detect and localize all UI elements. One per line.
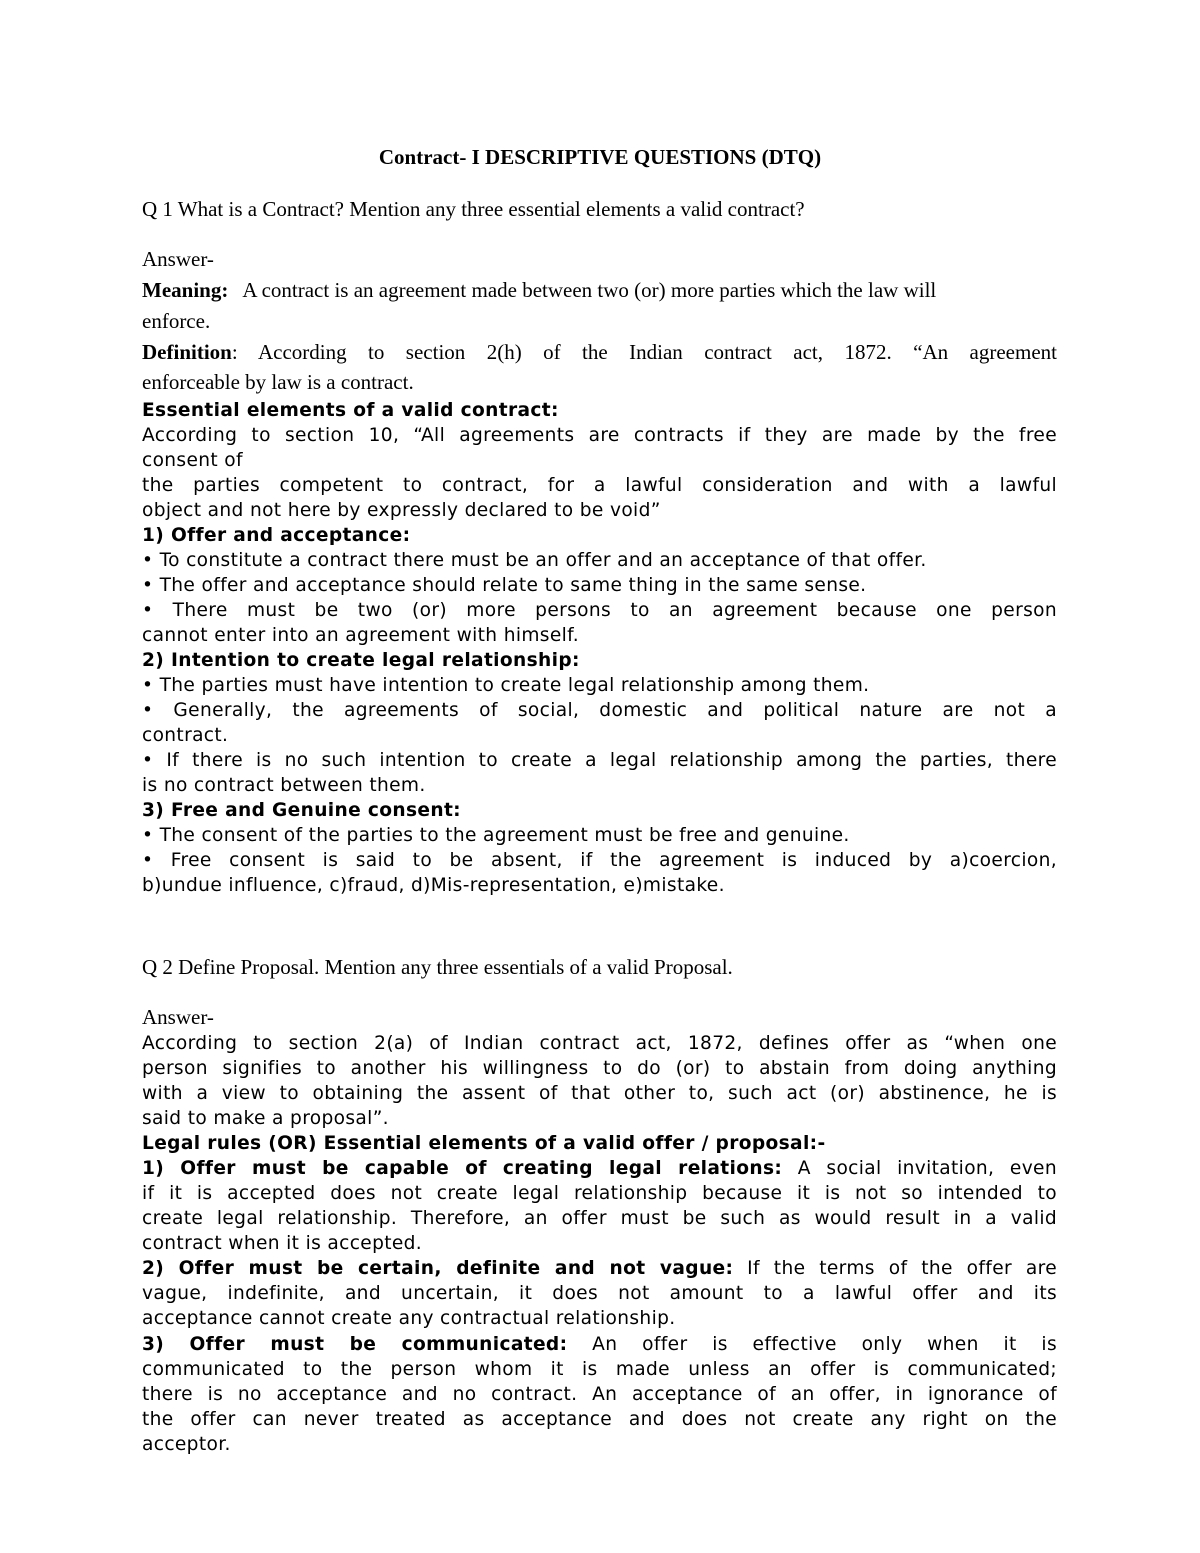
bullet-item: • The consent of the parties to the agreement must be free and genuine. [142,825,850,846]
bullet-item-cont: cannot enter into an agreement with himself. [142,625,579,646]
rule-1-text: A social invitation, even [782,1158,1057,1179]
section10-line-3: the parties competent to contract, for a lawful consideration and with a lawful [142,475,1057,496]
heading-free-consent: 3) Free and Genuine consent: [142,800,461,821]
meaning-text: A contract is an agreement made between two (or) more parties which the law will [242,278,937,302]
bullet-item: • There must be two (or) more persons to an agreement because one person [142,600,1057,621]
bullet-item: • Free consent is said to be absent, if the agreement is induced by a)coercion, [142,850,1057,871]
q1-answer-label: Answer- [142,247,214,271]
rule-2-text: If the terms of the offer are [733,1258,1057,1279]
bullet-item-cont: contract. [142,725,229,746]
q2-answer-label: Answer- [142,1005,214,1029]
rule-1-label: 1) Offer must be capable of creating legal relations: [142,1158,783,1179]
q1-definition-line-1 [142,342,1057,363]
q2-question: Q 2 Define Proposal. Mention any three essentials of a valid Proposal. [142,955,733,979]
bullet-item: • If there is no such intention to create a legal relationship among the parties, there [142,750,1057,771]
q2-definition-line-4: said to make a proposal”. [142,1108,389,1129]
rule-1-line-4: contract when it is accepted. [142,1233,423,1254]
heading-intention: 2) Intention to create legal relationship: [142,650,580,671]
q2-definition-line-2: person signifies to another his willingness to do (or) to abstain from doing anything [142,1058,1057,1079]
rule-3-line-5: acceptor. [142,1434,231,1455]
definition-label: Definition [142,340,232,364]
bullet-item: • To constitute a contract there must be an offer and an acceptance of that offer. [142,550,927,571]
rule-3-line-2: communicated to the person whom it is made unless an offer is communicated; [142,1359,1057,1380]
legal-rules-heading: Legal rules (OR) Essential elements of a valid offer / proposal:- [142,1133,826,1154]
heading-offer-acceptance: 1) Offer and acceptance: [142,525,411,546]
section10-line-2: consent of [142,450,243,471]
q2-definition-line-3: with a view to obtaining the assent of that other to, such act (or) abstinence, he is [142,1083,1057,1104]
essentials-heading: Essential elements of a valid contract: [142,400,559,421]
rule-2-line-1 [142,1260,1057,1279]
q1-definition-line-2: enforceable by law is a contract. [142,370,414,394]
rule-1-line-1 [142,1160,1057,1179]
rule-2-line-2: vague, indefinite, and uncertain, it does not amount to a lawful offer and its [142,1283,1057,1304]
bullet-item-cont: b)undue influence, c)fraud, d)Mis-representation, e)mistake. [142,875,725,896]
bullet-item: • The parties must have intention to create legal relationship among them. [142,675,870,696]
rule-3-line-3: there is no acceptance and no contract. An acceptance of an offer, in ignorance of [142,1384,1057,1405]
meaning-label: Meaning: [142,278,229,302]
section10-line-1: According to section 10, “All agreements are contracts if they are made by the free [142,425,1057,446]
q1-meaning-line-1 [142,280,1057,301]
bullet-item: • Generally, the agreements of social, domestic and political nature are not a [142,700,1057,721]
document-title: Contract- I DESCRIPTIVE QUESTIONS (DTQ) [378,145,822,169]
bullet-item-cont: is no contract between them. [142,775,426,796]
rule-2-line-3: acceptance cannot create any contractual relationship. [142,1308,676,1329]
definition-text: : According to section 2(h) of the Indian contract act, 1872. “An agreement [231,340,1057,364]
rule-2-label: 2) Offer must be certain, definite and not vague: [142,1258,734,1279]
rule-3-label: 3) Offer must be communicated: [142,1334,568,1355]
section10-line-4: object and not here by expressly declared to be void” [142,500,661,521]
rule-3-line-4: the offer can never treated as acceptance and does not create any right on the [142,1409,1057,1430]
rule-3-text: An offer is effective only when it is [567,1334,1057,1355]
q1-question: Q 1 What is a Contract? Mention any three essential elements a valid contract? [142,197,805,221]
rule-1-line-2: if it is accepted does not create legal relationship because it is not so intended to [142,1183,1057,1204]
rule-3-line-1 [142,1336,1057,1355]
rule-1-line-3: create legal relationship. Therefore, an offer must be such as would result in a valid [142,1208,1057,1229]
q1-meaning-line-2: enforce. [142,309,211,333]
bullet-item: • The offer and acceptance should relate to same thing in the same sense. [142,575,867,596]
q2-definition-line-1: According to section 2(a) of Indian contract act, 1872, defines offer as “when one [142,1033,1057,1054]
